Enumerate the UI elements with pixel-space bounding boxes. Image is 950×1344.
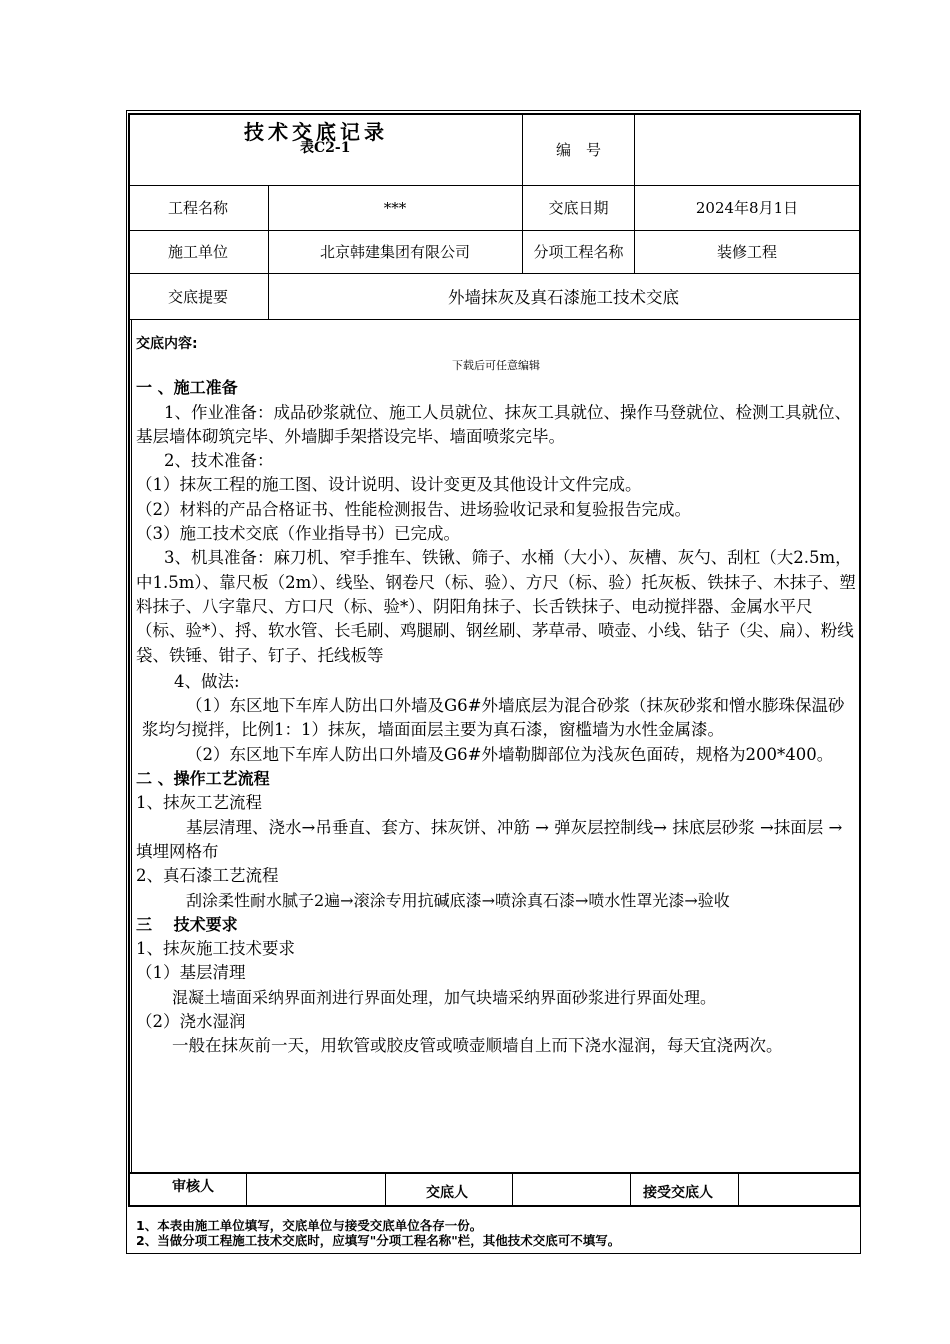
footnote-1: 1、本表由施工单位填写，交底单位与接受交底单位各存一份。 (136, 1218, 483, 1233)
sub-project-label: 分项工程名称 (533, 243, 624, 261)
paragraph: 1、抹灰工艺流程 (136, 793, 262, 813)
col-line (630, 1172, 631, 1207)
paragraph: 2、技术准备： (164, 451, 274, 471)
date-value: 2024年8月1日 (695, 199, 799, 217)
footnotes (136, 1218, 620, 1248)
reviewer-label: 审核人 (172, 1179, 214, 1195)
paragraph: 2、真石漆工艺流程 (136, 866, 279, 886)
paragraph: 基层清理、浇水→吊垂直、套方、抹灰饼、冲筋 → 弹灰层控制线→ 抹底层砂浆 →抹面层 →填埋网格布 (136, 817, 843, 861)
paragraph: 1、作业准备：成品砂浆就位、施工人员就位、抹灰工具就位、操作马登就位、检测工具就位、基层墙体砌筑完毕、外墙脚手架搭设完毕、墙面喷浆完毕。 (136, 402, 851, 446)
paragraph: 一般在抹灰前一天，用软管或胶皮管或喷壶顺墙自上而下浇水湿润，每天宜浇两次。 (172, 1036, 783, 1056)
summary-label: 交底提要 (167, 287, 228, 306)
page-title: 技术交底记录 (244, 120, 388, 144)
section-heading: 二 、操作工艺流程 (136, 769, 270, 789)
paragraph: （1）基层清理 (136, 963, 246, 983)
paragraph: （2）浇水湿润 (136, 1012, 246, 1032)
discloser-label: 交底人 (426, 1185, 468, 1201)
paragraph: 刮涂柔性耐水腻子2遍→滚涂专用抗碱底漆→喷涂真石漆→喷水性罩光漆→验收 (186, 890, 730, 910)
paragraph: 1、抹灰施工技术要求 (136, 939, 295, 959)
row-line (128, 1172, 861, 1174)
paragraph: （2）东区地下车库人防出口外墙及G6#外墙勒脚部位为浅灰色面砖，规格为200*400。 (186, 744, 834, 764)
row-line (128, 319, 861, 320)
sub-project-value: 装修工程 (716, 243, 777, 261)
paragraph: （1）东区地下车库人防出口外墙及G6#外墙底层为混合砂浆（抹灰砂浆和憎水膨珠保温砂浆均匀搅拌，比例1：1）抹灰，墙面面层主要为真石漆，窗槛墙为水性金属漆。 (142, 696, 845, 740)
content-label: 交底内容: (136, 336, 198, 352)
project-name-value: *** (383, 198, 407, 217)
col-line (738, 1172, 739, 1207)
col-line (512, 1172, 513, 1207)
paragraph: 混凝土墙面采纳界面剂进行界面处理，加气块墙采纳界面砂浆进行界面处理。 (172, 987, 717, 1007)
summary-value: 外墙抹灰及真石漆施工技术交底 (448, 288, 679, 307)
paragraph: （1）抹灰工程的施工图、设计说明、设计变更及其他设计文件完成。 (136, 475, 642, 495)
paragraph: 3、机具准备：麻刀机、窄手推车、铁锹、筛子、水桶（大小）、灰槽、灰勺、刮杠（大2.5m，中1.5m）、靠尺板（2m）、线坠、钢卷尺（标、验）、方尺（标、验）托灰板、铁抹子、木抹子、塑料抹子、八字靠尺、方口尺（标、验*）、阴阳角抹子、长舌铁抹子、电动搅拌器、金属水平尺（标、验*）、捋、软水管、长毛刷、鸡腿刷、钢丝刷、茅草帚、喷壶、小线、钻子（尖、扁）、粉线袋、铁锤、钳子、钉子、托线板等 (136, 548, 856, 665)
paragraph: 4、做法: (174, 671, 240, 691)
form-code: 表C2-1 (300, 140, 351, 156)
section-heading: 一 、施工准备 (136, 378, 238, 398)
section-heading: 三 技术要求 (136, 914, 238, 934)
disclosure-content (136, 330, 856, 1059)
content-left-line (131, 320, 132, 1172)
number-label: 编 号 (555, 140, 601, 159)
paragraph: （3）施工技术交底（作业指导书）已完成。 (136, 524, 460, 544)
footnote-2: 2、当做分项工程施工技术交底时，应填写"分项工程名称"栏，其他技术交底可不填写。 (136, 1233, 621, 1248)
number-value (635, 113, 859, 185)
unit-value: 北京韩建集团有限公司 (319, 243, 470, 261)
project-name-label: 工程名称 (167, 199, 228, 217)
unit-label: 施工单位 (167, 243, 228, 261)
col-line (246, 1172, 247, 1207)
receiver-label: 接受交底人 (643, 1185, 713, 1201)
paragraph: （2）材料的产品合格证书、性能检测报告、进场验收记录和复验报告完成。 (136, 499, 691, 519)
edit-note: 下载后可任意编辑 (452, 359, 540, 373)
col-line (385, 1172, 386, 1207)
date-label: 交底日期 (548, 199, 609, 217)
